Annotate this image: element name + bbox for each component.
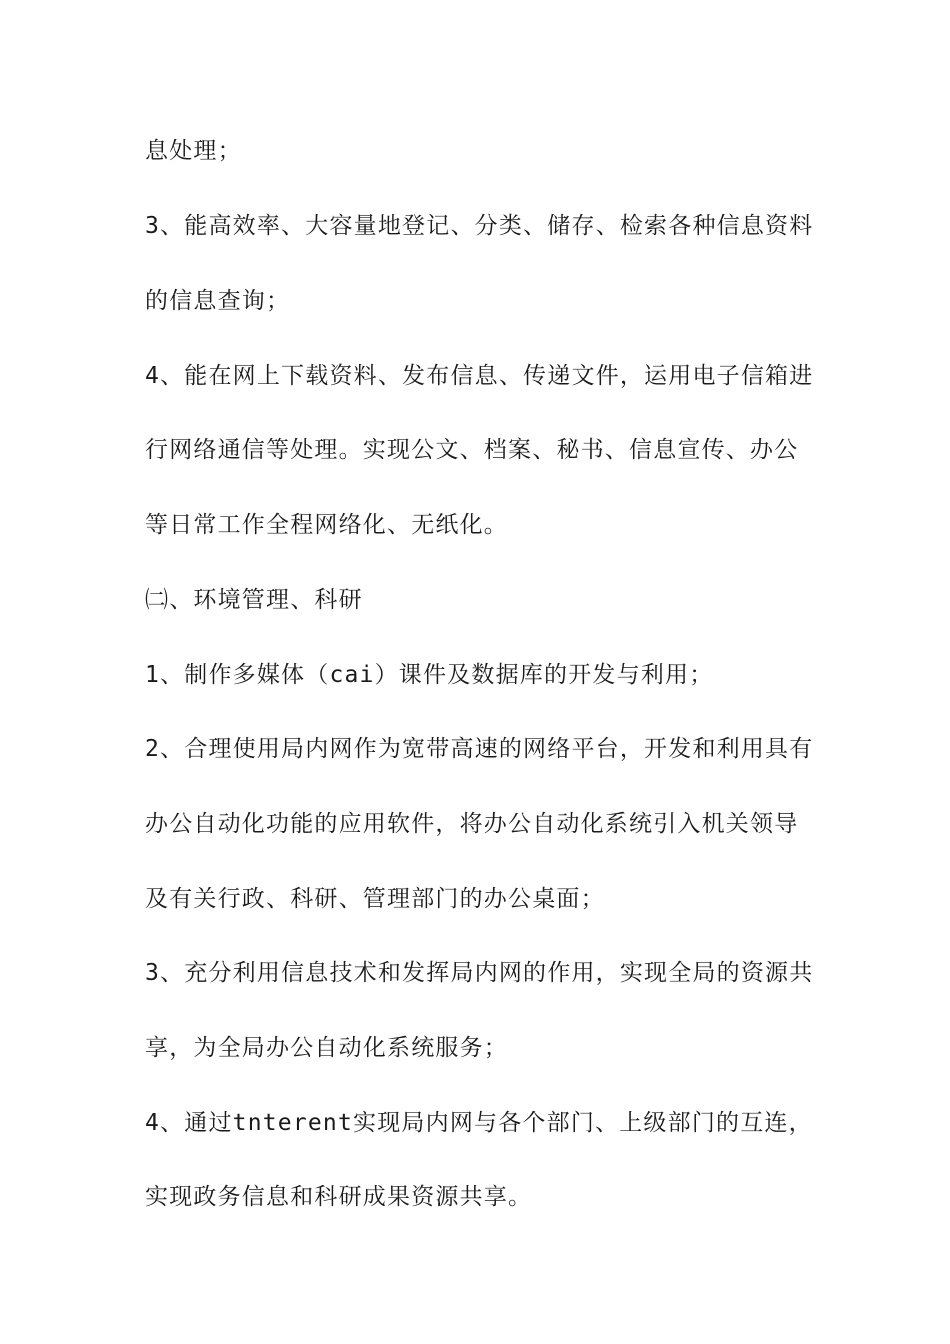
text-line: 息处理； [145,138,242,164]
text-line: 的信息查询； [145,288,291,314]
text-line: 4、能在网上下载资料、发布信息、传递文件，运用电子信箱进 [145,363,814,389]
text-line: 实现政务信息和科研成果资源共享。 [145,1184,533,1210]
text-line: 3、充分利用信息技术和发挥局内网的作用，实现全局的资源共 [145,960,814,986]
text-line: 等日常工作全程网络化、无纸化。 [145,512,508,538]
text-line: 及有关行政、科研、管理部门的办公桌面； [145,886,605,912]
text-line: 1、制作多媒体（cai）课件及数据库的开发与利用； [145,662,714,688]
text-line: 3、能高效率、大容量地登记、分类、储存、检索各种信息资料 [145,213,814,239]
text-line: 行网络通信等处理。实现公文、档案、秘书、信息宣传、办公 [145,437,799,463]
text-line: 4、通过tnterent实现局内网与各个部门、上级部门的互连， [145,1110,813,1136]
text-line: 办公自动化功能的应用软件，将办公自动化系统引入机关领导 [145,811,799,837]
text-line: 2、合理使用局内网作为宽带高速的网络平台，开发和利用具有 [145,736,814,762]
text-line: 享，为全局办公自动化系统服务； [145,1035,508,1061]
section-heading: ㈡、环境管理、科研 [145,587,363,613]
